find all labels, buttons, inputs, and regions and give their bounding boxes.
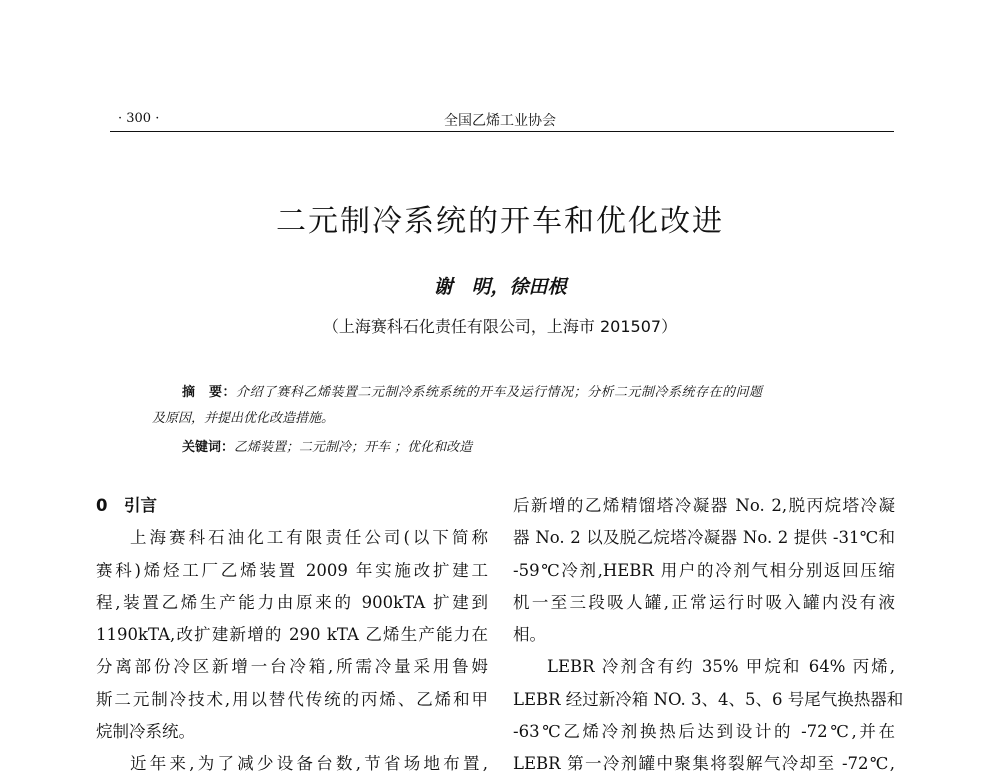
keywords-label: 关键词：: [182, 440, 235, 455]
authors: 谢 明，徐田根: [433, 276, 567, 298]
text-line: -59℃冷剂,HEBR 用户的冷剂气相分别返回压缩: [513, 560, 895, 580]
text-line: 机一至三段吸人罐,正常运行时吸入罐内没有液: [513, 592, 895, 612]
text-line: LEBR 经过新冷箱 NO. 3、4、5、6 号尾气换热器和: [513, 689, 904, 709]
abstract-line: 及原因，并提出优化改造措施。: [152, 411, 335, 426]
text-line: 斯二元制冷技术,用以替代传统的丙烯、乙烯和甲: [96, 689, 488, 709]
right-column: [513, 490, 904, 781]
text-line: 烷制冷系统。: [96, 722, 195, 742]
page-number: · 300 ·: [118, 111, 160, 126]
text-line: LEBR 第一冷剂罐中聚集将裂解气冷却至 -72℃,: [513, 754, 895, 774]
keywords-text: 乙烯装置；二元制冷；开车 ；优化和改造: [234, 440, 473, 455]
running-header: 全国乙烯工业协会: [444, 113, 556, 129]
left-column: [96, 490, 488, 781]
text-line: 器 No. 2 以及脱乙烷塔冷凝器 No. 2 提供 -31℃和: [513, 528, 895, 548]
text-line: 赛科)烯烃工厂乙烯装置 2009 年实施改扩建工: [96, 560, 488, 580]
affiliation: （上海赛科石化责任有限公司，上海市 201507）: [322, 317, 678, 336]
text-line: 相。: [513, 625, 546, 645]
header-rule: [110, 131, 894, 132]
section-heading: 0 引言: [96, 496, 157, 515]
abstract-label: 摘 要：: [182, 385, 237, 400]
text-line: -63℃乙烯冷剂换热后达到设计的 -72℃,并在: [513, 722, 895, 742]
text-line: 近年来,为了减少设备台数,节省场地布置,: [130, 754, 488, 774]
keywords: [182, 436, 472, 455]
text-line: 分离部份冷区新增一台冷箱,所需冷量采用鲁姆: [96, 657, 488, 677]
text-line: 程,装置乙烯生产能力由原来的 900kTA 扩建到: [96, 592, 488, 612]
text-line: 后新增的乙烯精馏塔冷凝器 No. 2,脱丙烷塔冷凝: [513, 496, 895, 515]
text-line: 上海赛科石油化工有限责任公司(以下简称: [130, 528, 488, 548]
text-line: 1190kTA,改扩建新增的 290 kTA 乙烯生产能力在: [96, 625, 488, 645]
text-line: LEBR 冷剂含有约 35% 甲烷和 64% 丙烯,: [547, 657, 895, 677]
abstract-text: 介绍了赛科乙烯装置二元制冷系统系统的开车及运行情况；分析二元制冷系统存在的问题: [236, 385, 763, 400]
paper-title: 二元制冷系统的开车和优化改进: [276, 204, 724, 239]
abstract-line: [182, 381, 763, 400]
